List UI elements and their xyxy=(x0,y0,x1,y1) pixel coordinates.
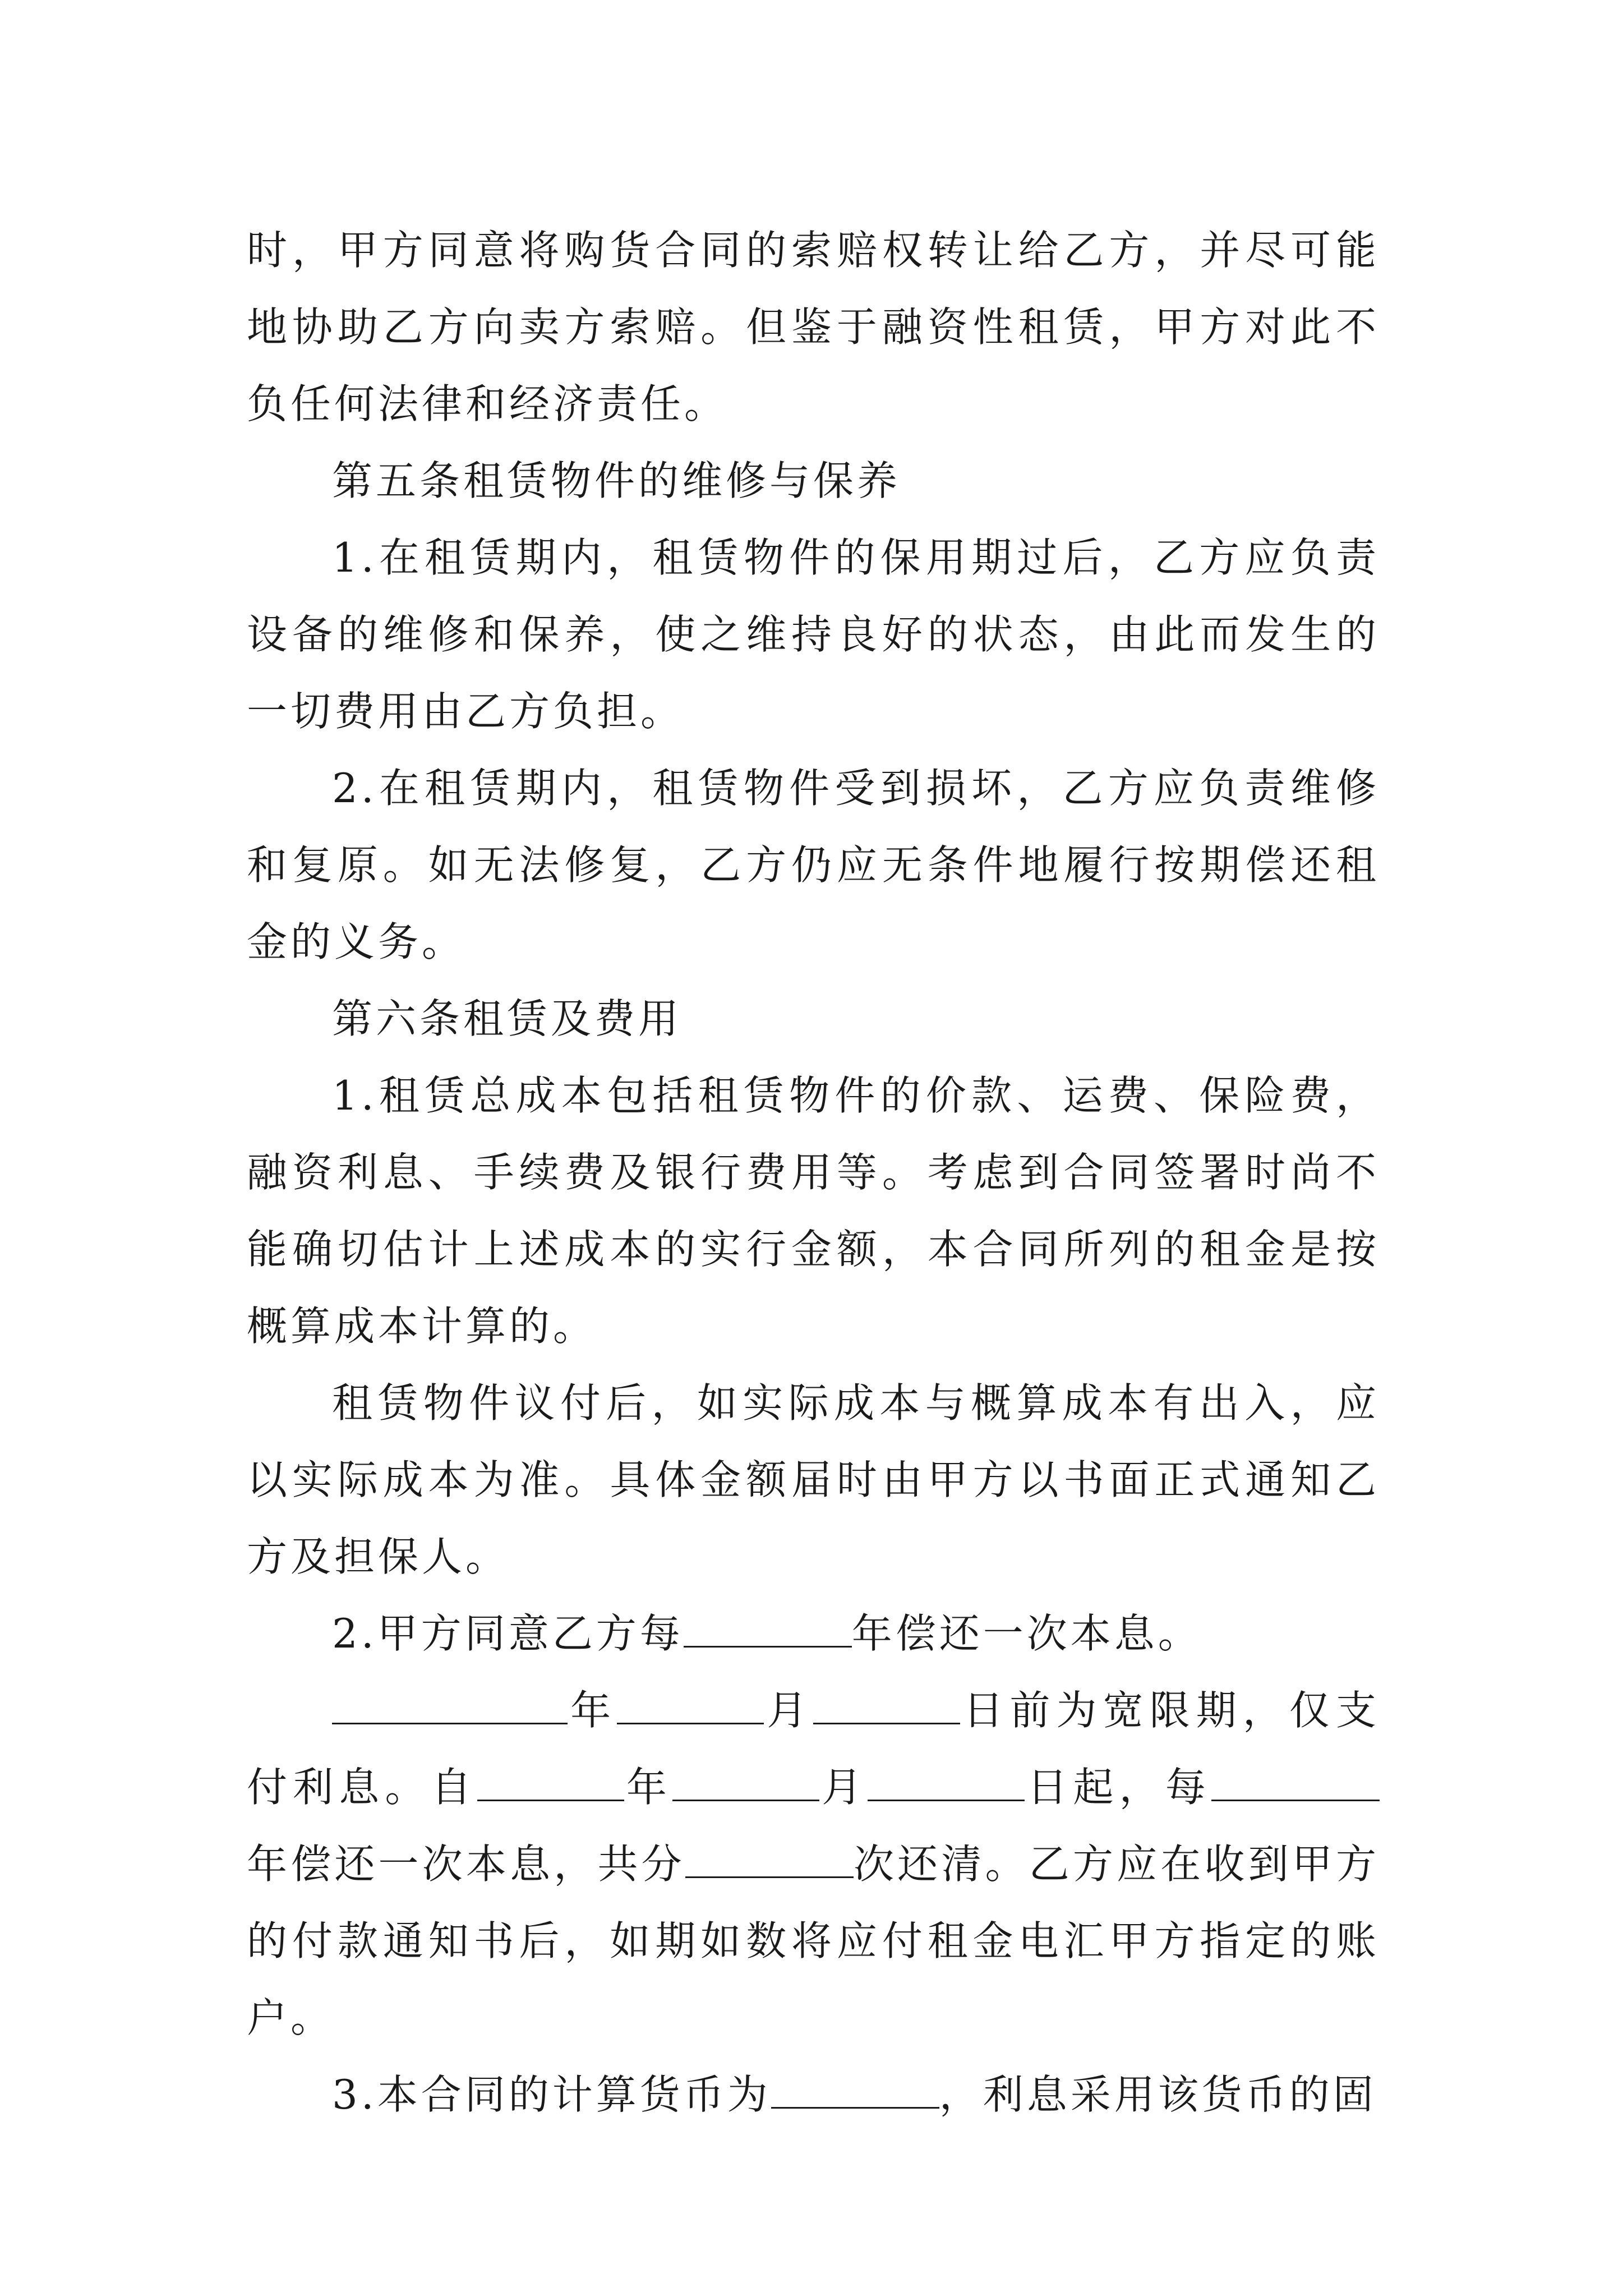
blank-field[interactable] xyxy=(868,1767,1025,1801)
blank-field[interactable] xyxy=(477,1767,624,1801)
document-body xyxy=(247,212,1380,2133)
text-segment: 日前为宽限期，仅支付利息。自 xyxy=(247,1687,1380,1811)
text-segment: 年 xyxy=(624,1764,672,1811)
blank-field[interactable] xyxy=(332,1690,568,1724)
blank-field[interactable] xyxy=(684,1613,852,1648)
paragraph-6-3 xyxy=(247,2056,1380,2133)
blank-field[interactable] xyxy=(771,2074,939,2109)
text-segment: 月 xyxy=(764,1687,814,1734)
paragraph-5-1: 1.在租赁期内，租赁物件的保用期过后，乙方应负责设备的维修和保养，使之维持良好的状态，由此而发生的一切费用由乙方负担。 xyxy=(247,534,1380,735)
paragraph-6-2 xyxy=(247,1595,1380,1672)
blank-field[interactable] xyxy=(1211,1767,1380,1801)
paragraph-6-2-schedule xyxy=(247,1672,1380,2056)
blank-field[interactable] xyxy=(672,1767,819,1801)
blank-field[interactable] xyxy=(685,1844,854,1878)
text-segment: 月 xyxy=(819,1764,868,1811)
text-segment: 3.本合同的计算货币为 xyxy=(332,2071,771,2118)
blank-field[interactable] xyxy=(617,1690,764,1724)
text-segment: 2.甲方同意乙方每 xyxy=(332,1610,684,1657)
article-5-heading: 第五条租赁物件的维修与保养 xyxy=(332,457,901,504)
text-segment: 年偿还一次本息，共分 xyxy=(247,1841,685,1888)
text-segment: 日起，每 xyxy=(1025,1764,1211,1811)
paragraph-6-1: 1.租赁总成本包括租赁物件的价款、运费、保险费，融资利息、手续费及银行费用等。考虑到合同签署时尚不能确切估计上述成本的实行金额，本合同所列的租金是按概算成本计算的。 xyxy=(247,1072,1380,1350)
paragraph-5-2: 2.在租赁期内，租赁物件受到损坏，乙方应负责维修和复原。如无法修复，乙方仍应无条件地履行按期偿还租金的义务。 xyxy=(247,765,1380,965)
blank-field[interactable] xyxy=(813,1690,960,1724)
paragraph-claim-transfer: 时，甲方同意将购货合同的索赔权转让给乙方，并尽可能地协助乙方向卖方索赔。但鉴于融资性租赁，甲方对此不负任何法律和经济责任。 xyxy=(247,227,1380,427)
text-segment: 年偿还一次本息。 xyxy=(851,1610,1202,1657)
article-6-heading: 第六条租赁及费用 xyxy=(332,995,683,1042)
text-segment: ，利息采用该货币的固 xyxy=(939,2071,1377,2118)
paragraph-6-1-cont: 租赁物件议付后，如实际成本与概算成本有出入，应以实际成本为准。具体金额届时由甲方以书面正式通知乙方及担保人。 xyxy=(247,1379,1380,1580)
text-segment: 次还清。乙方应在收到甲方的付款通知书后，如期如数将应付租金电汇甲方指定的账户。 xyxy=(247,1841,1380,2041)
text-segment: 年 xyxy=(568,1687,617,1734)
